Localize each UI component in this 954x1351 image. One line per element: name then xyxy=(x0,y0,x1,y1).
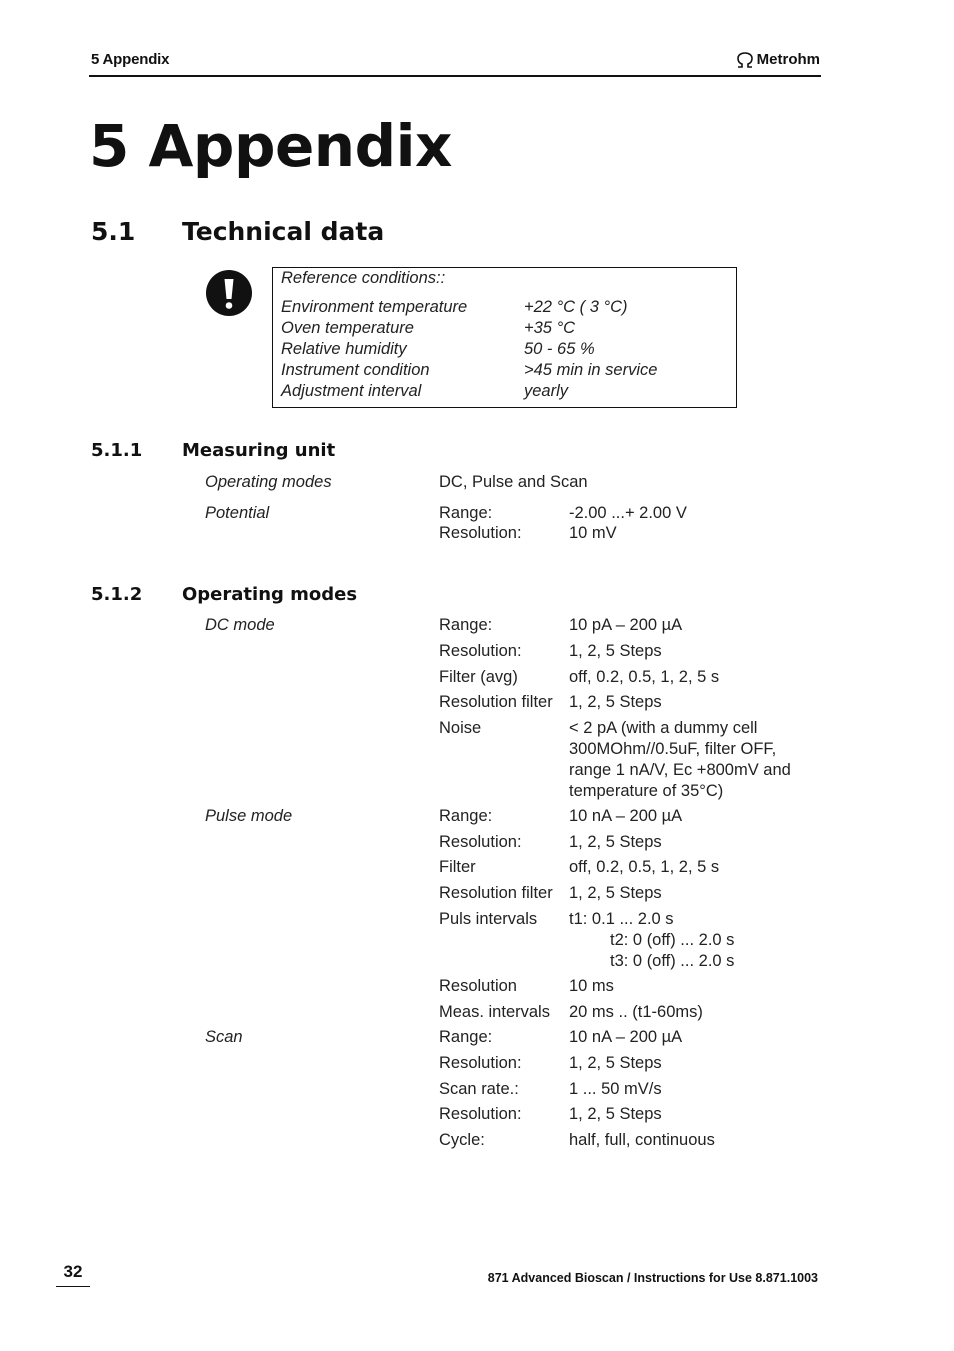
spec-label: Operating modes xyxy=(205,473,332,491)
spec-value-line: 300MOhm//0.5uF, filter OFF, xyxy=(569,740,777,758)
spec-label: Potential xyxy=(205,504,270,522)
reference-label: Adjustment interval xyxy=(281,382,422,400)
reference-heading: Reference conditions:: xyxy=(281,269,446,287)
spec-value-line: t3: 0 (off) ... 2.0 s xyxy=(610,952,735,970)
spec-value-line: t2: 0 (off) ... 2.0 s xyxy=(610,931,735,949)
reference-label: Instrument condition xyxy=(281,361,430,379)
spec-value-line: < 2 pA (with a dummy cell xyxy=(569,719,758,737)
page-title: 5 Appendix xyxy=(89,112,452,180)
header-rule xyxy=(89,75,821,77)
subsection-title: Operating modes xyxy=(182,584,358,605)
spec-value-line: t1: 0.1 ... 2.0 s xyxy=(569,910,674,928)
exclamation-icon xyxy=(206,270,252,316)
spec-key: Resolution: xyxy=(439,833,522,851)
spec-key: Cycle: xyxy=(439,1131,485,1149)
spec-value: off, 0.2, 0.5, 1, 2, 5 s xyxy=(569,858,720,876)
spec-value: 20 ms .. (t1-60ms) xyxy=(569,1003,703,1021)
reference-value: +35 °C xyxy=(524,319,576,337)
subsection-number: 5.1.2 xyxy=(91,584,143,605)
subsection-number: 5.1.1 xyxy=(91,440,143,461)
spec-value: DC, Pulse and Scan xyxy=(439,473,588,491)
spec-value: 10 nA – 200 µA xyxy=(569,807,683,825)
spec-value: 10 mV xyxy=(569,524,617,542)
spec-value: 1, 2, 5 Steps xyxy=(569,1054,662,1072)
reference-value: 50 - 65 % xyxy=(524,340,595,358)
spec-key: Resolution: xyxy=(439,524,522,542)
reference-value: yearly xyxy=(524,382,569,400)
page-number: 32 xyxy=(56,1262,90,1287)
spec-value: half, full, continuous xyxy=(569,1131,715,1149)
mode-label-scan: Scan xyxy=(205,1028,243,1046)
brand-name: Metrohm xyxy=(756,51,820,68)
spec-value: 1, 2, 5 Steps xyxy=(569,884,662,902)
mode-label-pulse: Pulse mode xyxy=(205,807,293,825)
spec-value: 1 ... 50 mV/s xyxy=(569,1080,662,1098)
brand-logo xyxy=(736,51,820,68)
spec-value: 1, 2, 5 Steps xyxy=(569,833,662,851)
subsection-title: Measuring unit xyxy=(182,440,336,461)
document-footer: 871 Advanced Bioscan / Instructions for Use 8.871.1003 xyxy=(487,1271,818,1285)
spec-value: 1, 2, 5 Steps xyxy=(569,693,662,711)
spec-value: off, 0.2, 0.5, 1, 2, 5 s xyxy=(569,668,720,686)
mode-label-dc: DC mode xyxy=(205,616,275,634)
spec-value: 10 ms xyxy=(569,977,614,995)
spec-key: Range: xyxy=(439,616,493,634)
spec-key: Resolution: xyxy=(439,1054,522,1072)
spec-key: Filter (avg) xyxy=(439,668,518,686)
spec-value-line: temperature of 35°C) xyxy=(569,782,724,800)
spec-key: Resolution: xyxy=(439,1105,522,1123)
spec-key: Scan rate.: xyxy=(439,1080,519,1098)
spec-key: Filter xyxy=(439,858,476,876)
spec-key: Resolution filter xyxy=(439,693,553,711)
section-number: 5.1 xyxy=(91,217,136,246)
spec-key: Resolution filter xyxy=(439,884,553,902)
spec-key: Resolution: xyxy=(439,642,522,660)
spec-value: 10 pA – 200 µA xyxy=(569,616,683,634)
spec-key: Resolution xyxy=(439,977,517,995)
spec-value: 10 nA – 200 µA xyxy=(569,1028,683,1046)
reference-value: >45 min in service xyxy=(524,361,658,379)
reference-label: Environment temperature xyxy=(281,298,468,316)
spec-key: Range: xyxy=(439,1028,493,1046)
spec-key: Puls intervals xyxy=(439,910,538,928)
spec-value: -2.00 ...+ 2.00 V xyxy=(569,504,687,522)
reference-value: +22 °C ( 3 °C) xyxy=(524,298,628,316)
reference-label: Oven temperature xyxy=(281,319,414,337)
spec-value: 1, 2, 5 Steps xyxy=(569,642,662,660)
reference-label: Relative humidity xyxy=(281,340,407,358)
omega-icon xyxy=(736,52,754,68)
section-title: Technical data xyxy=(182,217,385,246)
spec-value-line: range 1 nA/V, Ec +800mV and xyxy=(569,761,791,779)
spec-key: Range: xyxy=(439,807,493,825)
spec-value: 1, 2, 5 Steps xyxy=(569,1105,662,1123)
spec-key: Range: xyxy=(439,504,493,522)
spec-key: Meas. intervals xyxy=(439,1003,550,1021)
spec-key: Noise xyxy=(439,719,482,737)
running-header-section: 5 Appendix xyxy=(91,51,170,68)
